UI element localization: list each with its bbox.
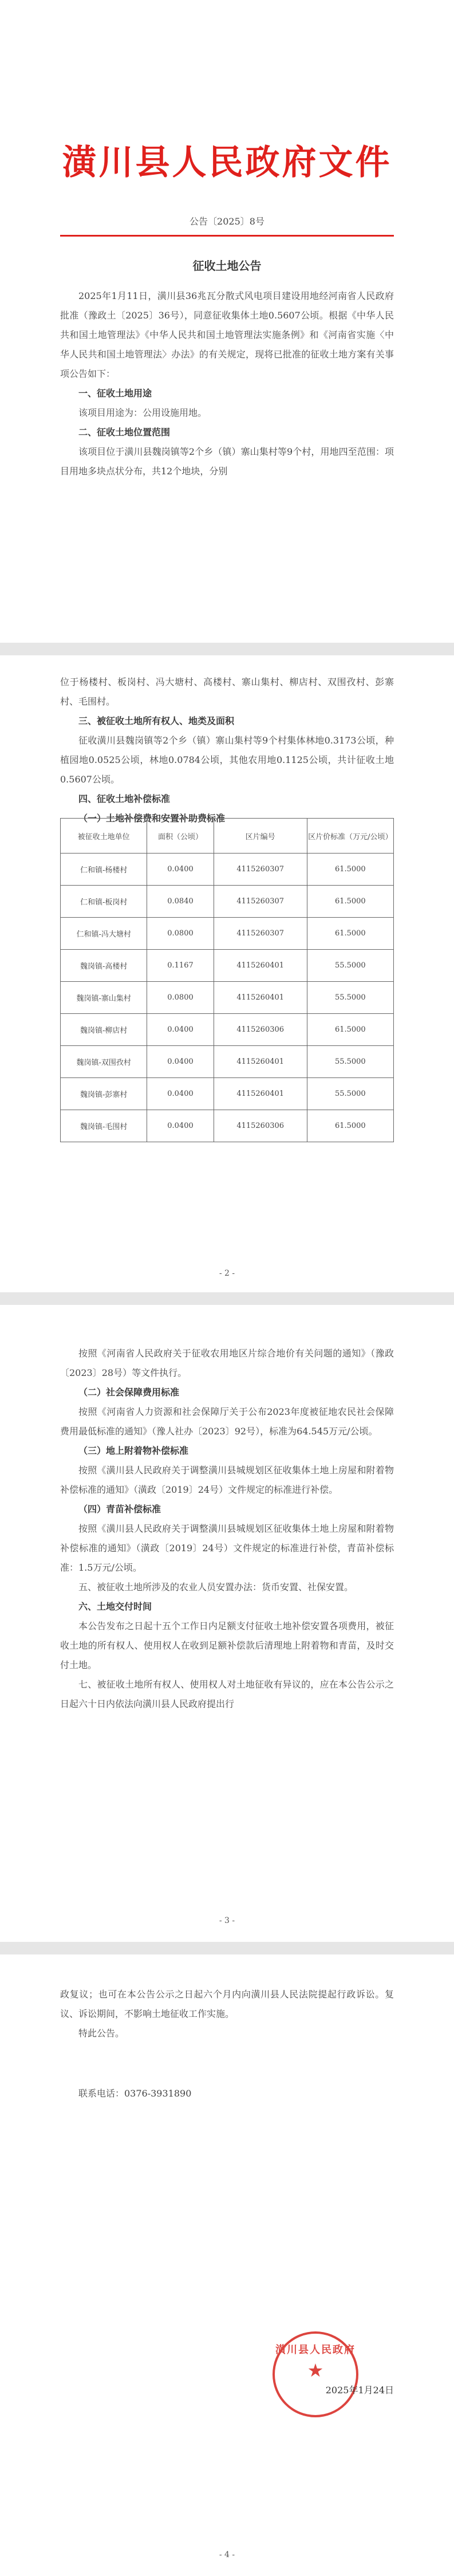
cell-price: 55.5000 bbox=[307, 982, 393, 1014]
closing-text: 特此公告。 bbox=[78, 2028, 125, 2039]
cell-zone: 4115260401 bbox=[214, 1078, 307, 1110]
cell-unit: 魏岗镇-高楼村 bbox=[61, 950, 147, 982]
page-1 bbox=[0, 0, 454, 643]
cell-area: 0.1167 bbox=[147, 950, 214, 982]
section-heading-delivery: 六、土地交付时间 bbox=[78, 1601, 152, 1612]
cell-unit: 魏岗镇-柳店村 bbox=[61, 1014, 147, 1046]
cell-area: 0.0840 bbox=[147, 886, 214, 918]
table-header-row bbox=[61, 819, 394, 854]
red-divider bbox=[60, 235, 394, 237]
table-row bbox=[61, 950, 394, 982]
section-heading-owners: 三、被征收土地所有权人、地类及面积 bbox=[78, 715, 235, 726]
delivery-paragraph: 本公告发布之日起十五个工作日内足额支付征收土地补偿安置各项费用，被征收土地的所有权人、使用权人在收到足额补偿款后清理地上附着物和青苗，及时交付土地。 bbox=[60, 1621, 394, 1670]
crops-paragraph: 按照《潢川县人民政府关于调整潢川县城规划区征收集体土地上房屋和附着物补偿标准的通知》（潢政〔2019〕24号）文件规定的标准进行补偿，青苗补偿标准：1.5万元/公顷。 bbox=[60, 1523, 394, 1573]
cell-zone: 4115260306 bbox=[214, 1014, 307, 1046]
signing-date: 2025年1月24日 bbox=[325, 2385, 394, 2396]
cell-area: 0.0400 bbox=[147, 1046, 214, 1078]
table-row bbox=[61, 886, 394, 918]
page1-body bbox=[60, 286, 394, 481]
location-paragraph: 该项目位于潢川县魏岗镇等2个乡（镇）寨山集村等9个村，用地四至范围：项目用地多块点状分布，共12个地块，分别 bbox=[60, 446, 394, 477]
cell-price: 61.5000 bbox=[307, 1110, 393, 1142]
notice-title: 征收土地公告 bbox=[192, 259, 262, 273]
contact-block bbox=[60, 2084, 394, 2103]
cell-zone: 4115260306 bbox=[214, 1110, 307, 1142]
cell-zone: 4115260307 bbox=[214, 854, 307, 886]
subheading-crops: （四）青苗补偿标准 bbox=[78, 1504, 161, 1515]
contact-phone: 联系电话：0376-3931890 bbox=[78, 2088, 192, 2099]
cell-price: 55.5000 bbox=[307, 1078, 393, 1110]
cell-zone: 4115260307 bbox=[214, 918, 307, 950]
section-heading-purpose: 一、征收土地用途 bbox=[78, 388, 152, 399]
page-4 bbox=[0, 1954, 454, 2576]
cell-price: 61.5000 bbox=[307, 886, 393, 918]
table-row bbox=[61, 982, 394, 1014]
owners-paragraph: 征收潢川县魏岗镇等2个乡（镇）寨山集村等9个村集体林地0.3173公顷，种植园地0.0525公顷，林地0.0784公顷，其他农用地0.1125公顷，共计征收土地0.5607公顷。 bbox=[60, 735, 394, 785]
table-row bbox=[61, 1110, 394, 1142]
star-icon: ★ bbox=[307, 2359, 324, 2381]
intro-paragraph: 2025年1月11日，潢川县36兆瓦分散式风电项目建设用地经河南省人民政府批准（豫政土〔2025〕36号），同意征收集体土地0.5607公顷。根据《中华人民共和国土地管理法》《中华人民共和国土地管理法实施条例》和《河南省实施〈中华人民共和国土地管理法〉办法》的有关规定，现将已批准的征收土地方案有关事项公告如下： bbox=[60, 290, 394, 379]
page-gap bbox=[0, 1942, 454, 1954]
cell-price: 55.5000 bbox=[307, 950, 393, 982]
col-header-zone: 区片编号 bbox=[214, 819, 307, 854]
subheading-social-security: （二）社会保障费用标准 bbox=[78, 1387, 180, 1398]
official-seal bbox=[273, 2331, 358, 2417]
cell-unit: 仁和镇-杨楼村 bbox=[61, 854, 147, 886]
table-row bbox=[61, 1046, 394, 1078]
cell-price: 61.5000 bbox=[307, 854, 393, 886]
cell-unit: 魏岗镇-毛围村 bbox=[61, 1110, 147, 1142]
cell-zone: 4115260401 bbox=[214, 1046, 307, 1078]
attachments-paragraph: 按照《潢川县人民政府关于调整潢川县城规划区征收集体土地上房屋和附着物补偿标准的通知》（潢政〔2019〕24号）文件规定的标准进行补偿。 bbox=[60, 1465, 394, 1495]
cell-unit: 仁和镇-冯大塘村 bbox=[61, 918, 147, 950]
page-number: - 4 - bbox=[219, 2550, 235, 2559]
cell-zone: 4115260401 bbox=[214, 950, 307, 982]
issuer-title: 潢川县人民政府文件 bbox=[62, 143, 392, 183]
section-heading-location: 二、征收土地位置范围 bbox=[78, 427, 171, 438]
cell-unit: 魏岗镇-寨山集村 bbox=[61, 982, 147, 1014]
cell-unit: 魏岗镇-双围孜村 bbox=[61, 1046, 147, 1078]
resettlement-paragraph: 五、被征收土地所涉及的农业人员安置办法：货币安置、社保安置。 bbox=[78, 1582, 354, 1592]
cell-area: 0.0400 bbox=[147, 1014, 214, 1046]
subheading-attachments: （三）地上附着物补偿标准 bbox=[78, 1445, 189, 1456]
page-gap bbox=[0, 643, 454, 655]
cell-unit: 魏岗镇-彭寨村 bbox=[61, 1078, 147, 1110]
location-continued: 位于杨楼村、板岗村、冯大塘村、高楼村、寨山集村、柳店村、双围孜村、彭寨村、毛围村。 bbox=[60, 677, 394, 707]
subheading-land-compensation: （一）土地补偿费和安置补助费标准 bbox=[78, 813, 226, 824]
cell-unit: 仁和镇-板岗村 bbox=[61, 886, 147, 918]
page-number: - 2 - bbox=[219, 1269, 235, 1278]
social-security-paragraph: 按照《河南省人力资源和社会保障厅关于公布2023年度被征地农民社会保障费用最低标准的通知》（豫人社办〔2023〕92号），标准为64.545万元/公顷。 bbox=[60, 1406, 394, 1437]
objection-paragraph: 七、被征收土地所有权人、使用权人对土地征收有异议的，应在本公告公示之日起六十日内依法向潢川县人民政府提出行 bbox=[60, 1679, 394, 1709]
col-header-area: 面积（公顷） bbox=[147, 819, 214, 854]
objection-continued: 政复议；也可在本公告公示之日起六个月内向潢川县人民法院提起行政诉讼。复议、诉讼期间，不影响土地征收工作实施。 bbox=[60, 1989, 394, 2019]
cell-zone: 4115260307 bbox=[214, 886, 307, 918]
table-row bbox=[61, 1078, 394, 1110]
page-gap bbox=[0, 1292, 454, 1305]
land-price-paragraph: 按照《河南省人民政府关于征收农用地区片综合地价有关问题的通知》（豫政〔2023〕28号）等文件执行。 bbox=[60, 1348, 394, 1378]
table-row bbox=[61, 918, 394, 950]
cell-area: 0.0400 bbox=[147, 854, 214, 886]
cell-price: 61.5000 bbox=[307, 918, 393, 950]
compensation-table bbox=[60, 818, 394, 1142]
table-row bbox=[61, 854, 394, 886]
page3-body bbox=[60, 1344, 394, 1714]
page2-body bbox=[60, 672, 394, 828]
document-number: 公告〔2025〕8号 bbox=[190, 216, 264, 227]
seal-text: 潢川县人民政府 bbox=[275, 2344, 356, 2356]
page-number: - 3 - bbox=[219, 1916, 235, 1925]
cell-area: 0.0800 bbox=[147, 982, 214, 1014]
col-header-price: 区片价标准（万元/公顷） bbox=[307, 819, 393, 854]
cell-price: 55.5000 bbox=[307, 1046, 393, 1078]
section-heading-compensation: 四、征收土地补偿标准 bbox=[78, 793, 171, 804]
purpose-paragraph: 该项目用途为：公用设施用地。 bbox=[78, 407, 207, 418]
col-header-unit: 被征收土地单位 bbox=[61, 819, 147, 854]
cell-price: 61.5000 bbox=[307, 1014, 393, 1046]
cell-zone: 4115260401 bbox=[214, 982, 307, 1014]
page4-body bbox=[60, 1985, 394, 2043]
table-row bbox=[61, 1014, 394, 1046]
cell-area: 0.0400 bbox=[147, 1110, 214, 1142]
cell-area: 0.0800 bbox=[147, 918, 214, 950]
cell-area: 0.0400 bbox=[147, 1078, 214, 1110]
